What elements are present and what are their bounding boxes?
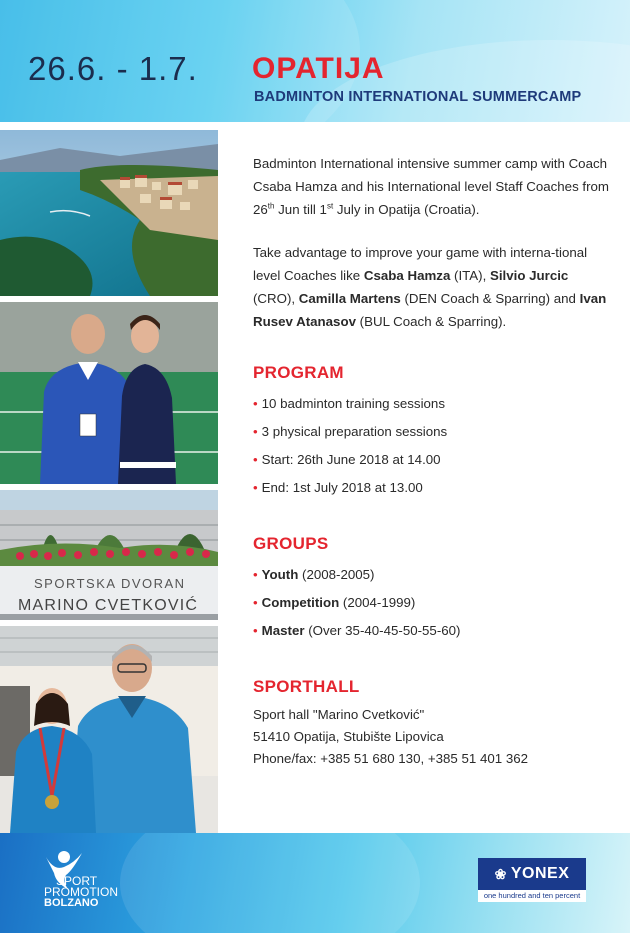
intro-paragraph-1: Badminton International intensive summer camp with Coach Csaba Hamza and his International level Staff Coaches from 26th Jun till 1st July in Opatija (Croatia). (253, 156, 610, 217)
address-line: 51410 Opatija, Stubište Lipovica (253, 729, 444, 744)
coach-name: Silvio Jurcic (489, 268, 569, 283)
event-city: OPATIJA (252, 52, 385, 85)
sporthall-address (253, 704, 613, 770)
list-item: • Master (Over 35-40-45-50-55-60) (253, 617, 613, 645)
contact-phone: Phone/fax: +385 51 680 130, +385 51 401 362 (253, 751, 529, 766)
photo-player-with-medal (0, 626, 218, 833)
main-content (253, 152, 613, 770)
list-item: • End: 1st July 2018 at 13.00 (253, 474, 613, 502)
photo-opatija-coast (0, 130, 218, 296)
coach-name: Camilla Martens (298, 291, 401, 306)
intro-paragraph-2: Take advantage to improve your game with interna-tional level Coaches like Csaba Hamza (ITA), Silvio Jurcic (CRO), Camilla Martens (DEN Coach & Sparring) and Ivan Rusev Atanasov (BUL Coach & Sparring). (253, 245, 607, 329)
coach-name: Csaba Hamza (363, 268, 451, 283)
sign-text-line1: SPORTSKA DVORAN (34, 576, 186, 591)
photo-sports-hall (0, 490, 218, 620)
sign-text-line2: MARINO CVETKOVIĆ (18, 597, 199, 614)
groups-list (253, 561, 613, 645)
photo-coach-and-player (0, 302, 218, 484)
groups-heading: GROUPS (253, 534, 329, 553)
sporthall-heading: SPORTHALL (253, 677, 360, 696)
event-subtitle: BADMINTON INTERNATIONAL SUMMERCAMP (254, 89, 582, 105)
header-banner (0, 0, 630, 122)
yonex-logo-icon: ❀ YONEX one hundred and ten percent (478, 858, 586, 904)
footer-decoration (120, 833, 420, 933)
list-item: • 10 badminton training sessions (253, 390, 613, 418)
address-line: Sport hall "Marino Cvetković" (253, 707, 425, 722)
sport-promotion-logo-text: SPORT PROMOTION BOLZANO (44, 874, 118, 909)
program-list (253, 390, 613, 502)
list-item: • Youth (2008-2005) (253, 561, 613, 589)
list-item: • 3 physical preparation sessions (253, 418, 613, 446)
coach-name: Ivan Rusev Atanasov (253, 291, 607, 329)
photo-column (0, 130, 218, 839)
list-item: • Start: 26th June 2018 at 14.00 (253, 446, 613, 474)
list-item: • Competition (2004-1999) (253, 589, 613, 617)
event-dates: 26.6. - 1.7. (28, 50, 198, 87)
program-heading: PROGRAM (253, 363, 344, 382)
